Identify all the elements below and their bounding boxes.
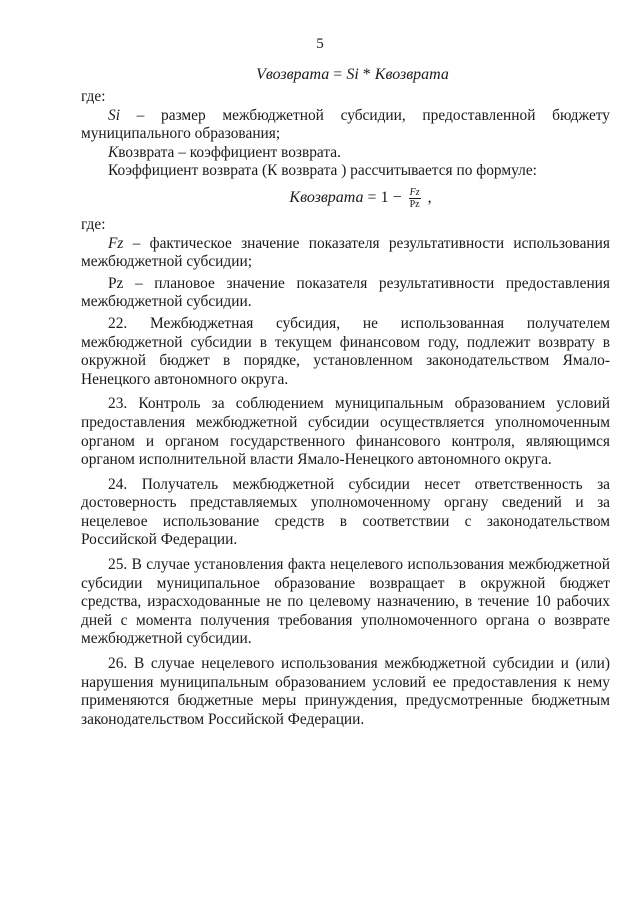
page-number: 5 bbox=[316, 36, 324, 52]
k-term: K bbox=[108, 143, 119, 161]
k-text: возврата – коэффициент возврата. bbox=[118, 143, 341, 161]
formula2-lhs: Kвозврата bbox=[289, 189, 364, 207]
fz-text: – фактическое значение показателя результативности использования межбюджетной субсидии; bbox=[81, 234, 610, 271]
formula-k: Kвозврата bbox=[374, 66, 449, 83]
paragraph-26: 26. В случае нецелевого использования межбюджетной субсидии и (или) нарушения муниципальным образованием условий ее предоставления к нему применяются бюджетные меры принуждения, предусмотренные бюджетным законодательством Российской Федерации. bbox=[81, 655, 610, 728]
where-label-2: где: bbox=[81, 215, 106, 233]
formula-lhs: Vвозврата bbox=[256, 66, 330, 83]
fz-term: Fz bbox=[108, 234, 124, 252]
formula2-eq: = 1 − bbox=[363, 189, 406, 207]
paragraph-22: 22. Межбюджетная субсидия, не использованная получателем межбюджетной субсидии в текущем финансовом году, подлежит возврату в окружной бюджет в порядке, установленном законодательством Ямало-Ненецкого автономного округа. bbox=[81, 314, 610, 388]
k-calc-intro: Коэффициент возврата (К возврата ) рассчитывается по формуле: bbox=[108, 162, 537, 180]
document-body bbox=[81, 64, 610, 729]
fz-definition bbox=[81, 235, 610, 272]
paragraph-23: 23. Контроль за соблюдением муниципальным образованием условий предоставления межбюджетной субсидии осуществляется уполномоченным органом и органом государственного финансового контроля, являющимся органом исполнительной власти Ямало-Ненецкого автономного округа. bbox=[81, 395, 610, 469]
fraction-denominator: Pz bbox=[409, 198, 420, 210]
formula-si: Si bbox=[346, 66, 359, 83]
paragraph-25: 25. В случае установления факта нецелевого использования межбюджетной субсидии муниципальное образование возвращает в окружной бюджет средства, израсходованные не по целевому назначению, в течение 10 рабочих дней с момента получения требования уполномоченного органа о возврате межбюджетной субсидии. bbox=[81, 556, 610, 648]
formula-eq: = bbox=[329, 66, 347, 83]
pz-definition: Pz – плановое значение показателя результативности предоставления межбюджетной субсидии. bbox=[81, 274, 610, 311]
formula2-tail: , bbox=[423, 189, 432, 207]
k-definition bbox=[81, 144, 610, 163]
formula-refund-coefficient bbox=[81, 187, 610, 210]
where-label-1: где: bbox=[81, 88, 106, 105]
formula-op: * bbox=[358, 66, 375, 83]
formula-refund-amount bbox=[81, 65, 610, 85]
fraction-numerator: Fz bbox=[409, 186, 420, 198]
paragraph-24: 24. Получатель межбюджетной субсидии несет ответственность за достоверность представляемых уполномоченному органу сведений и за нецелевое использование средств в соответствии с законодательством Российской Федерации. bbox=[81, 475, 610, 549]
fraction bbox=[409, 187, 421, 210]
si-text: – размер межбюджетной субсидии, предоставленной бюджету муниципального образования; bbox=[81, 106, 610, 143]
si-term: Si bbox=[108, 106, 120, 124]
si-definition bbox=[81, 107, 610, 144]
